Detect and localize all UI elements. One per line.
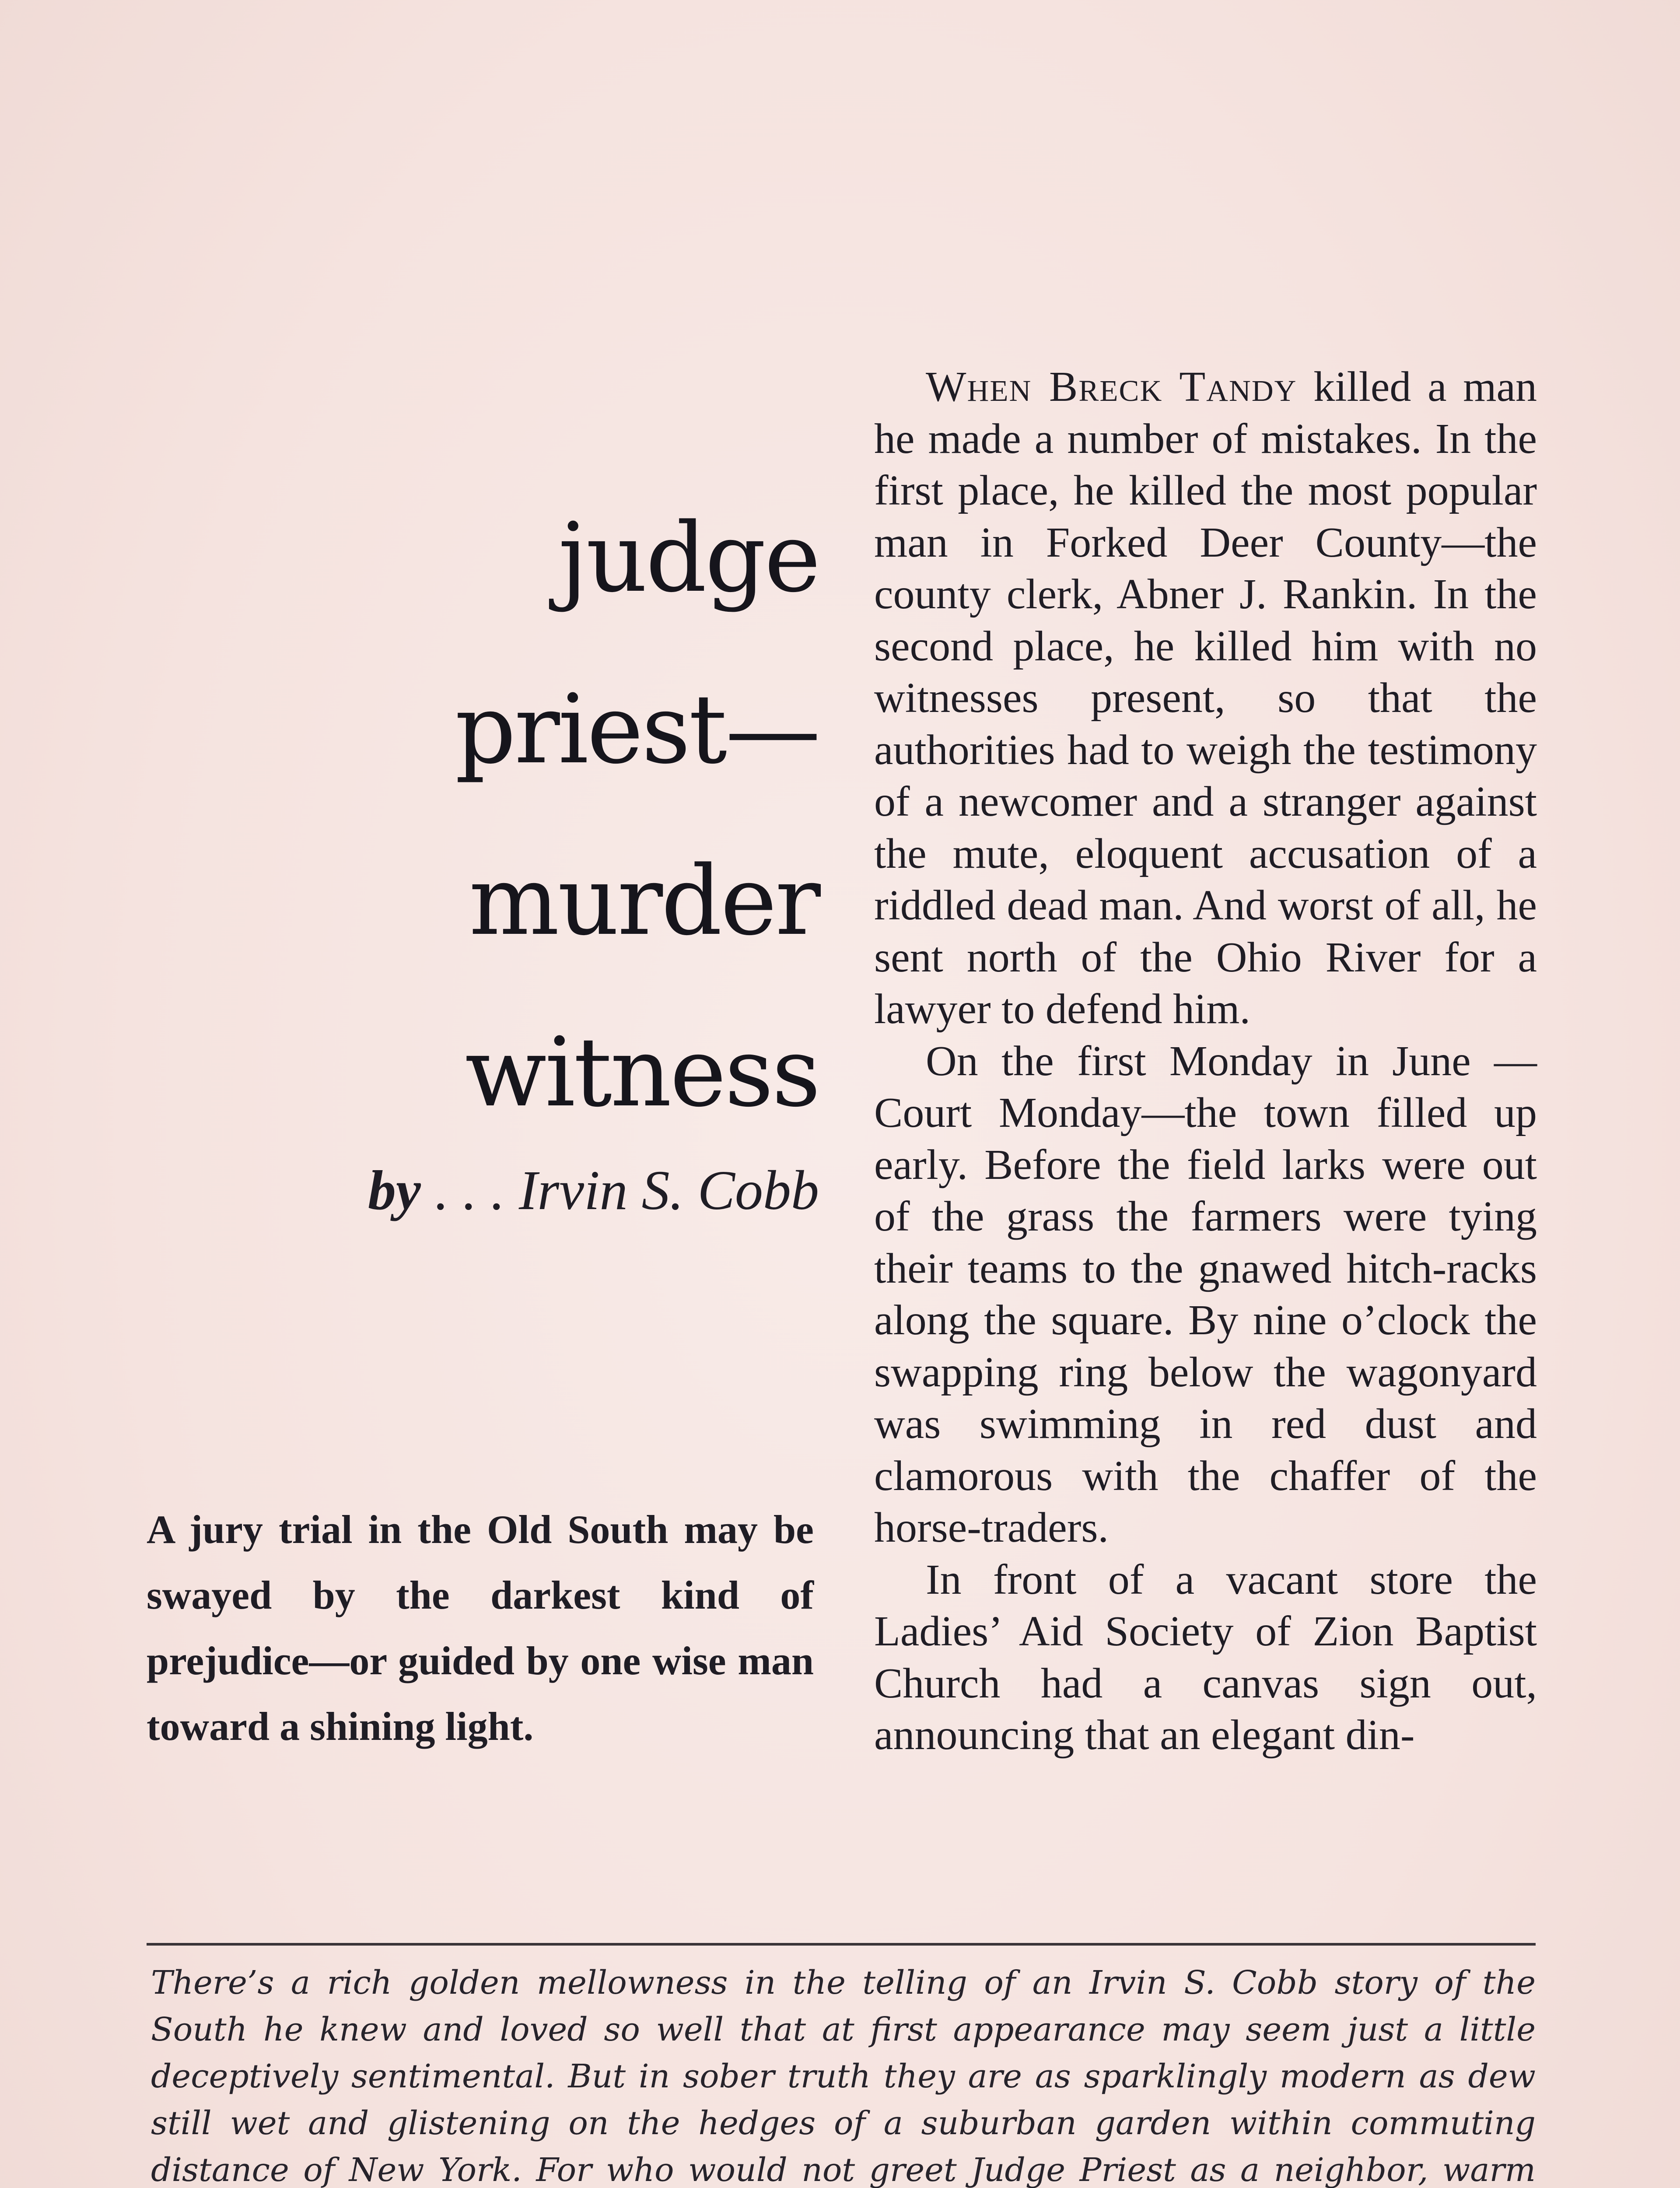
body-paragraph-3: In front of a vacant store the Ladies’ Aid Society of Zion Baptist Church had a canvas sign out, announcing that an elegant din- xyxy=(874,1556,1537,1759)
body-paragraph-2: On the first Monday in June —Court Monday—the town filled up early. Before the field larks were out of the grass the farmers were tying their teams to the gnawed hitch-racks along the square. By nine o’clock the swapping ring below the wagonyard was swimming in red dust and clamorous with the chaffer of the horse-traders. xyxy=(874,1037,1537,1551)
story-title xyxy=(206,473,819,1159)
byline-author: . . . Irvin S. Cobb xyxy=(420,1159,819,1221)
note-top-rule xyxy=(147,1943,1536,1946)
body-paragraph-1-text: killed a man he made a number of mistakes. In the first place, he killed the most popular man in Forked Deer County—the county clerk, Abner J. Rankin. In the second place, he killed him with no witnesses present, so that the authorities had to weigh the testimony of a newcomer and a stranger against the mute, eloquent accusation of a riddled dead man. And worst of all, he sent north of the Ohio River for a lawyer to defend him. xyxy=(874,363,1537,1033)
story-body xyxy=(874,361,1537,1761)
opening-small-caps: When Breck Tandy xyxy=(926,363,1297,410)
author-byline xyxy=(119,1155,819,1225)
title-line-2: priest— xyxy=(455,674,819,785)
body-paragraph-1 xyxy=(874,361,1537,1035)
title-line-3: murder xyxy=(469,846,819,957)
editor-note: There’s a rich golden mellowness in the telling of an Irvin S. Cobb story of the South he knew and loved so well that at first appearance may seem just a little deceptively sentimental. But in sober truth they are as sparklingly modern as dew still wet and glistening on the hedges of a suburban garden within commuting distance of New York. For who would not greet Judge Priest as a neighbor, warm xyxy=(151,1964,1536,2188)
byline-by: by xyxy=(368,1159,421,1221)
title-line-1: judge xyxy=(558,503,819,614)
story-teaser: A jury trial in the Old South may be swayed by the darkest kind of prejudice—or guided by one wise man toward a shining light. xyxy=(147,1507,814,1749)
title-line-4: witness xyxy=(465,1017,819,1128)
